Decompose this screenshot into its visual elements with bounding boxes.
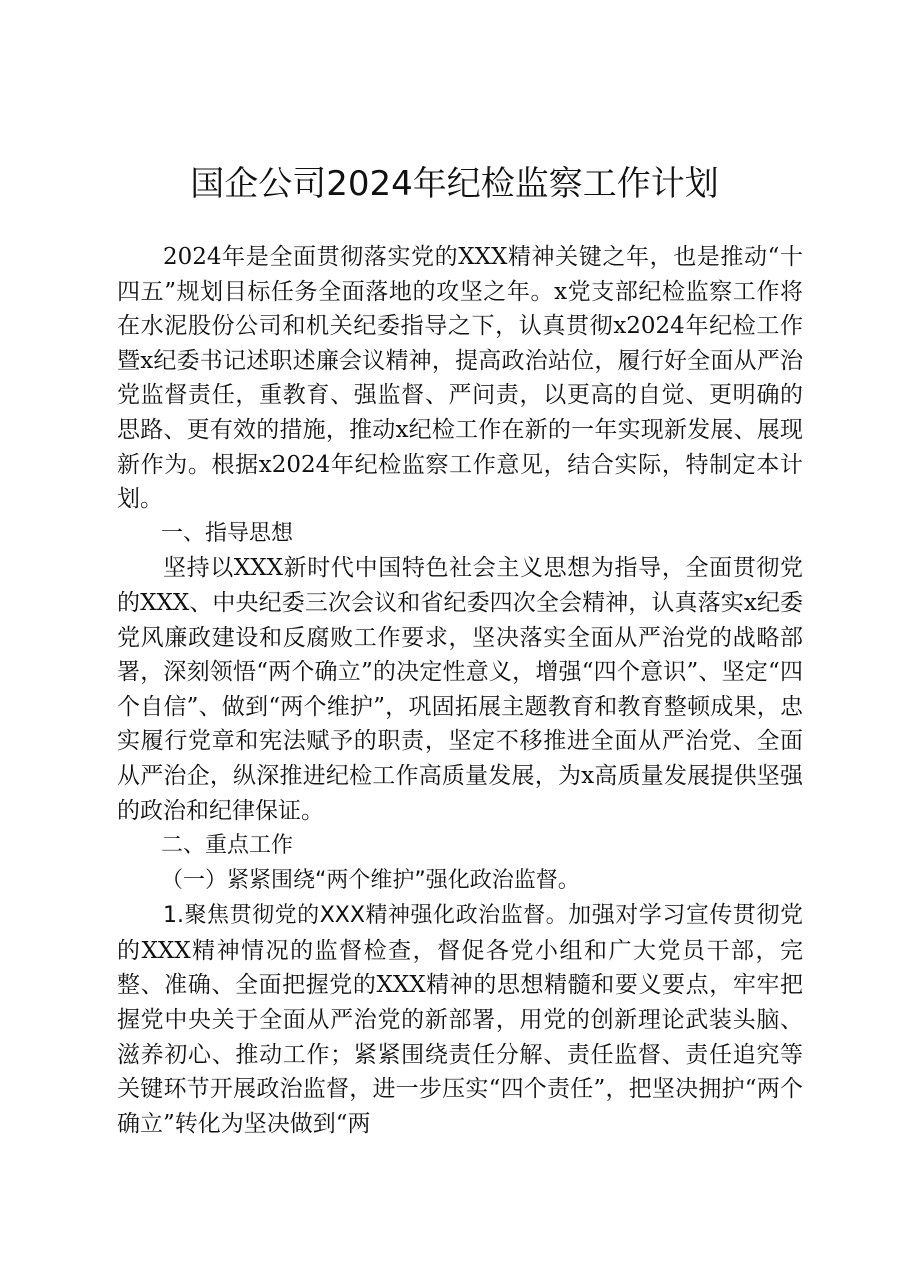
section-heading-key-work: 二、重点工作	[161, 833, 294, 859]
item-1-paragraph	[117, 898, 803, 1141]
item-1-text: 加强对学习宣传贯彻党的XXX精神情况的监督检查，督促各党小组和广大党员干部，完整、准确、全面把握党的XXX精神的思想精髓和要义要点，牢牢把握党中央关于全面从严治党的新部署，用党的创新理论武装头脑、滋养初心、推动工作；紧紧围绕责任分解、责任监督、责任追究等关键环节开展政治监督，进一步压实“四个责任”，把坚决拥护“两个确立”转化为坚决做到“两	[117, 902, 803, 1137]
document-body	[117, 240, 803, 1141]
intro-paragraph: 2024年是全面贯彻落实党的XXX精神关键之年，也是推动“十四五”规划目标任务全面落地的攻坚之年。x党支部纪检监察工作将在水泥股份公司和机关纪委指导之下，认真贯彻x2024年纪检工作暨x纪委书记述职述廉会议精神，提高政治站位，履行好全面从严治党监督责任，重教育、强监督、严问责，以更高的自觉、更明确的思路、更有效的措施，推动x纪检工作在新的一年实现新发展、展现新作为。根据x2024年纪检监察工作意见，结合实际，特制定本计划。	[117, 244, 803, 513]
subsection-heading-political-supervision: （一）紧紧围绕“两个维护”强化政治监督。	[161, 867, 580, 893]
section-heading-guiding-thought: 一、指导思想	[161, 520, 294, 546]
document-title: 国企公司2024年纪检监察工作计划	[190, 164, 719, 204]
item-1-lead: 1.聚焦贯彻党的XXX精神强化政治监督。	[163, 903, 569, 929]
guiding-thought-paragraph: 坚持以XXX新时代中国特色社会主义思想为指导，全面贯彻党的XXX、中央纪委三次会议和省纪委四次全会精神，认真落实x纪委党风廉政建设和反腐败工作要求，坚决落实全面从严治党的战略部署，深刻领悟“两个确立”的决定性意义，增强“四个意识”、坚定“四个自信”、做到“两个维护”，巩固拓展主题教育和教育整顿成果，忠实履行党章和宪法赋予的职责，坚定不移推进全面从严治党、全面从严治企，纵深推进纪检工作高质量发展，为x高质量发展提供坚强的政治和纪律保证。	[117, 555, 803, 824]
